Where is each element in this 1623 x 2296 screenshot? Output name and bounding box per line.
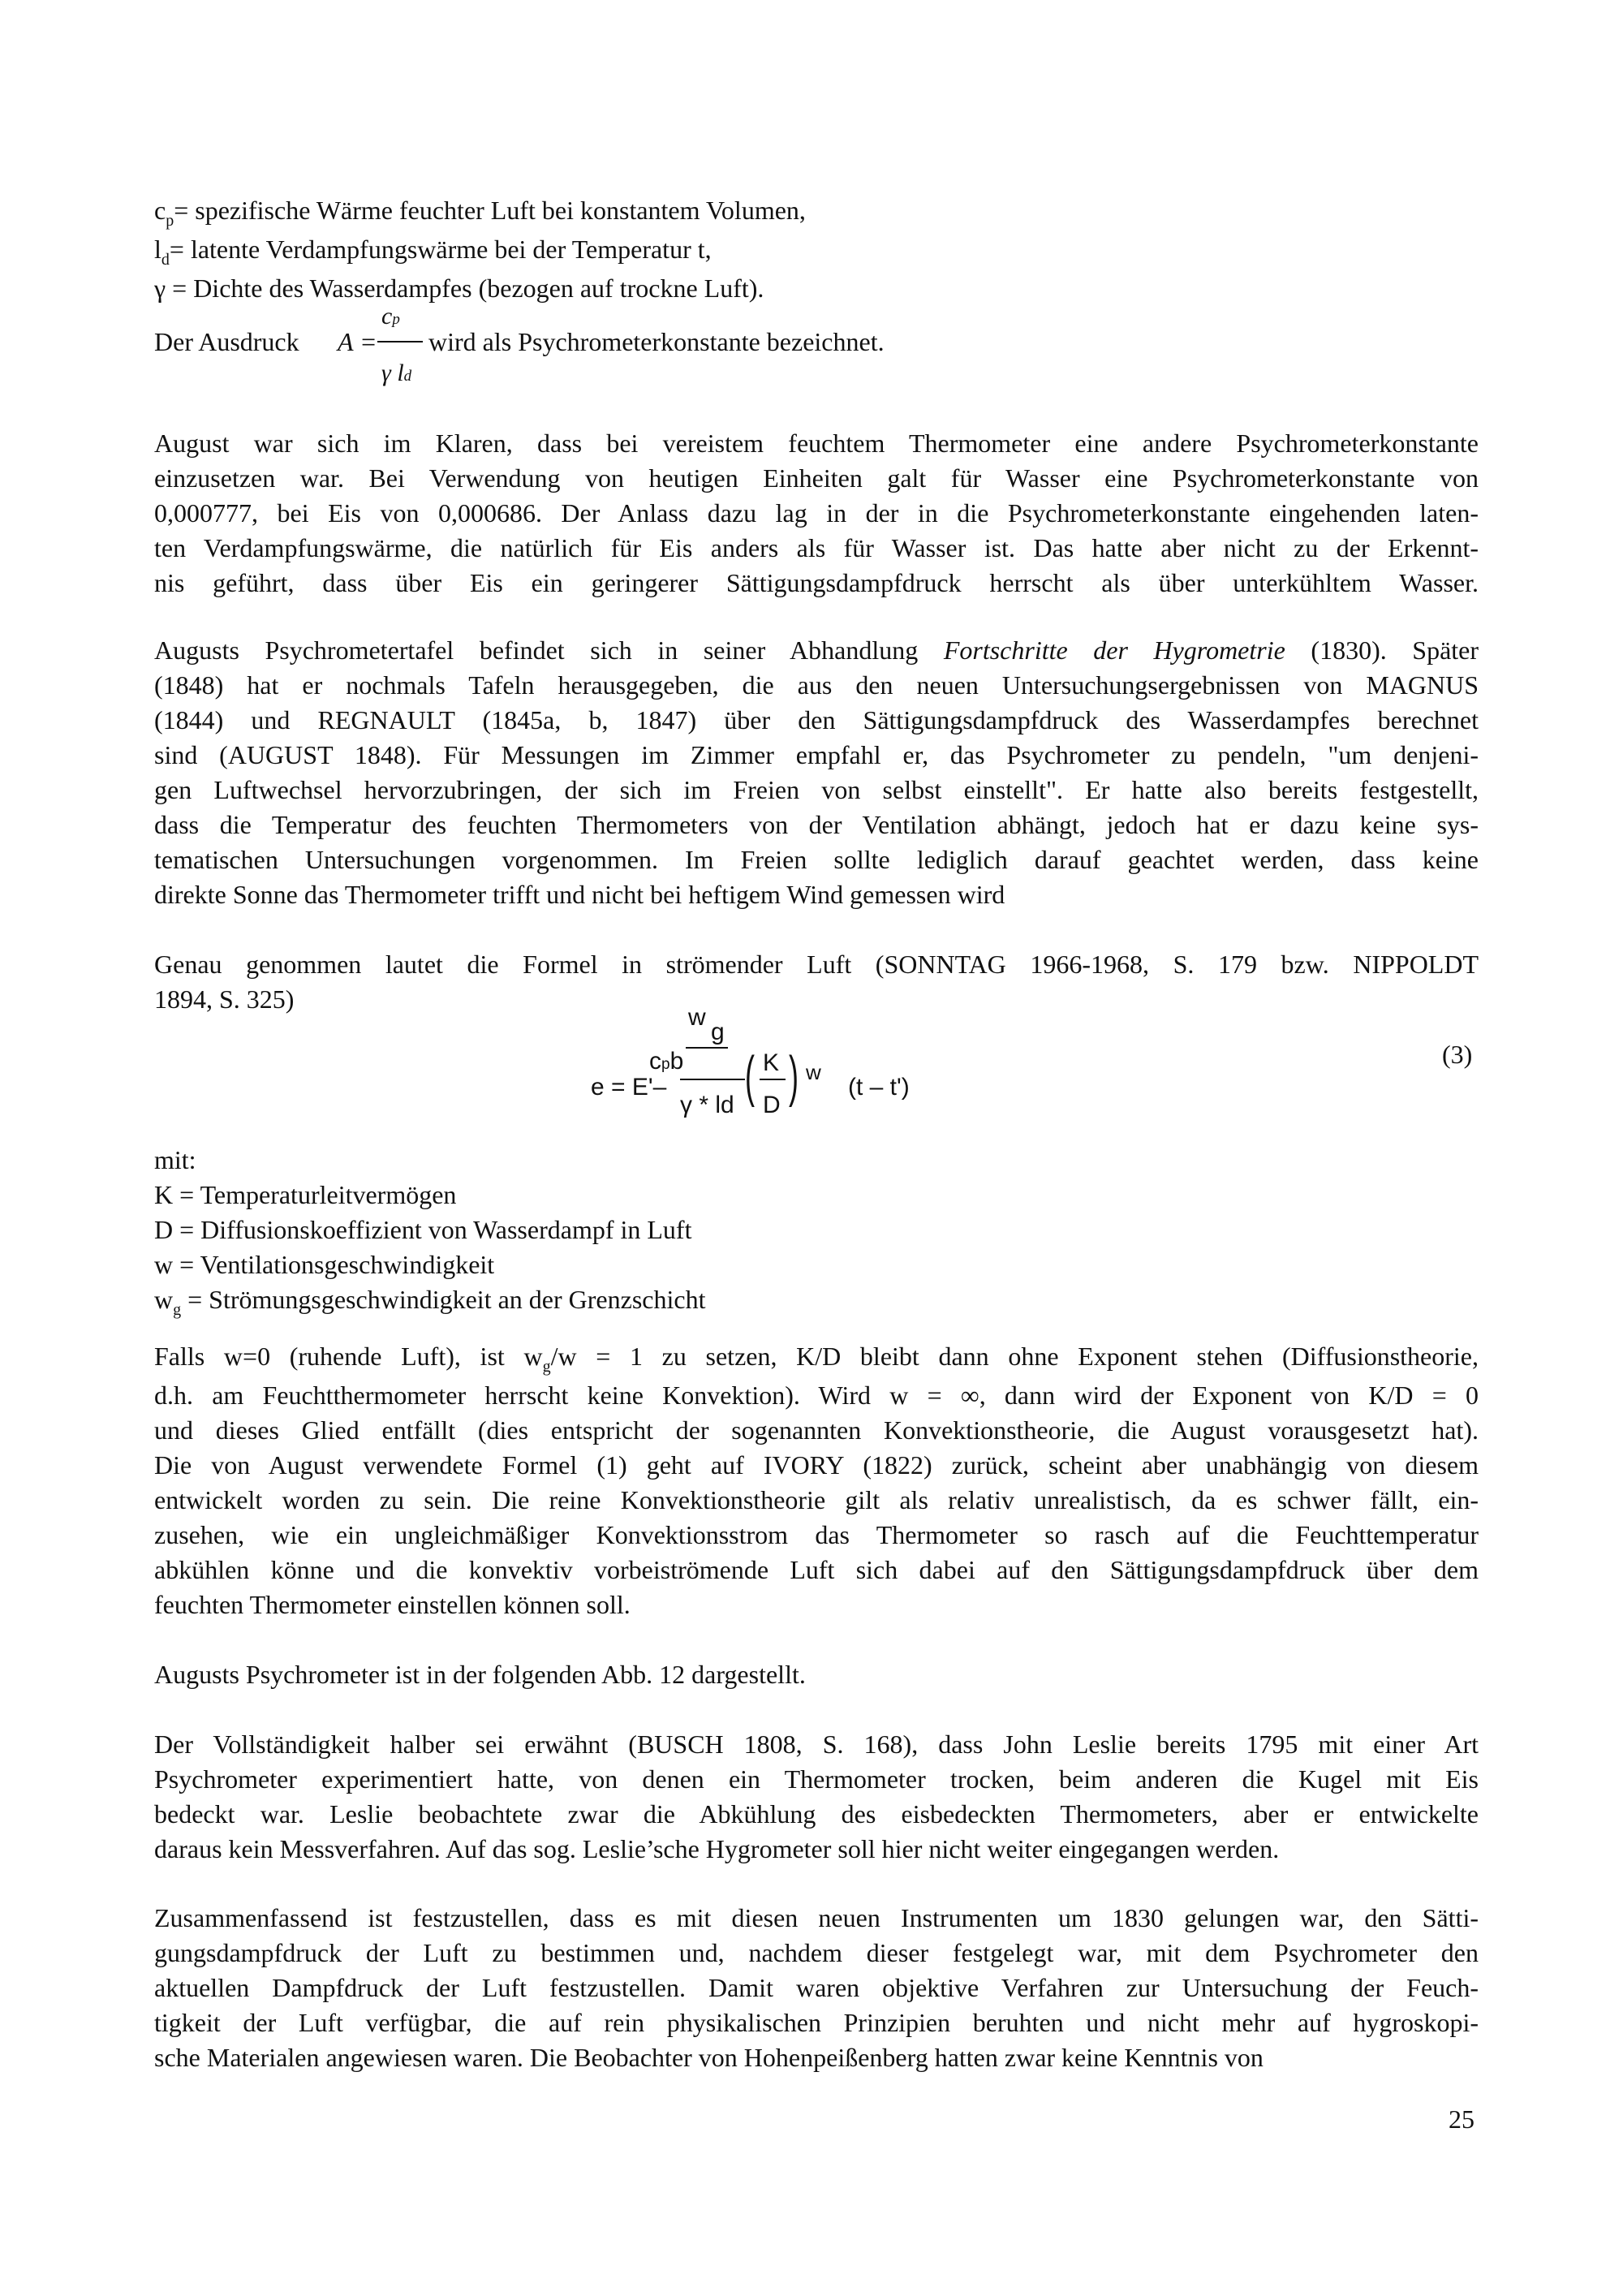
constant-lhs: A = (338, 327, 377, 356)
exponent-numerator: w (688, 1004, 706, 1031)
paragraph-2: Augusts Psychrometertafel befindet sich in seiner Abhandlung Fortschritte der Hygrometrie (1830). Später (1848) hat er nochmals Tafeln herausgegeben, die aus den neuen Untersuchungsergebnissen von MAGNUS (1844) und REGNAULT (1845a, b, 1847) über den Sättigungsdampfdruck des Wasserdampfes berechnet sind (AUGUST 1848). Für Messungen im Zimmer empfahl er, das Psychrometer zu pendeln, "um denjeni- gen Luftwechsel hervorzubringen, der sich im Freien von selbst einstellt". Er hatte also bereits festgestellt, dass die Temperatur des feuchten Thermometers von der Ventilation abhängt, jedoch hat er dazu keine sys- tematischen Untersuchungen vorgenommen. Im Freien sollte lediglich darauf geachtet werden, dass keine direkte Sonne das Thermometer trifft und nicht bei heftigem Wind gemessen wird (154, 633, 1479, 912)
definitions-list (154, 193, 1479, 306)
equation-number: (3) (1442, 1040, 1473, 1069)
equation-D: D (763, 1092, 781, 1118)
symbols-list: mit: K = Temperaturleitvermögen D = Diffusionskoeffizient von Wasserdampf in Luft w = Ventilationsgeschwindigkeit $w_g$ = Strömungsgeschwindigkeit an der Grenzschicht (154, 1143, 1479, 1321)
equation-fraction-bar (680, 1079, 745, 1080)
equation-lhs: e = E'– (591, 1074, 667, 1101)
paragraph-7: Zusammenfassend ist festzustellen, dass es mit diesen neuen Instrumenten um 1830 gelungen war, den Sätti- gungsdampfdruck der Luft zu bestimmen und, nachdem dieser festgelegt war, mit dem Psychrometer den aktuellen Dampfdruck der Luft festzustellen. Damit waren objektive Verfahren zur Untersuchung der Feuch- tigkeit der Luft verfügbar, die auf rein physikalischen Prinzipien beruhten und nicht mehr auf hygroskopi- sche Materialen angewiesen waren. Die Beobachter von Hohenpeißenberg hatten zwar keine Kenntnis von (154, 1903, 1479, 2072)
paragraph-5: Augusts Psychrometer ist in der folgenden Abb. 12 dargestellt. (154, 1660, 806, 1689)
constant-tail: wird als Psychrometerkonstante bezeichnet. (428, 327, 885, 356)
paragraph-1: August war sich im Klaren, dass bei vereistem feuchtem Thermometer eine andere Psychrometerkonstante einzusetzen war. Bei Verwendung von heutigen Einheiten galt für Wasser eine Psychrometerkonstante von 0,000777, bei Eis von 0,000686. Der Anlass dazu lag in der in die Psychrometerkonstante eingehenden laten- ten Verdampfungswärme, die natürlich für Eis anders als für Wasser ist. Das hatte aber nicht zu der Erkennt- nis geführt, dass über Eis ein geringerer Sättigungsdampfdruck herrscht als über unterkühltem Wasser. (154, 429, 1479, 597)
equation-K: K (763, 1049, 780, 1076)
definition-gamma: γ = Dichte des Wasserdampfes (bezogen auf trockne Luft). (154, 274, 764, 303)
equation-denominator: γ * ld (680, 1092, 734, 1118)
equation-numerator: cpb (649, 1048, 684, 1075)
definition-ld: $l_d=$ latente Verdampfungswärme bei der Temperatur t, (154, 235, 712, 269)
equation-tail: (t – t') (848, 1074, 910, 1101)
KD-fraction-bar (760, 1079, 786, 1080)
paragraph-2-first-line: Augusts Psychrometertafel befindet sich in seiner Abhandlung Fortschritte der Hygrometrie (1830). Später (154, 635, 1479, 665)
left-paren: ( (745, 1044, 755, 1108)
paragraph-4: Falls w=0 (ruhende Luft), ist $w_g/w = 1$ zu setzen, K/D bleibt dann ohne Exponent stehen (Diffusionstheorie, d.h. am Feuchtthermometer herrscht keine Konvektion). Wird w = ∞, dann wird der Exponent von K/D = 0 und dieses Glied entfällt (dies entspricht der sogenannten Konvektionstheorie, die August vorausgesetzt hat). Die von August verwendete Formel (1) geht auf IVORY (1822) zurück, scheint aber unabhängig von diesem entwickelt worden zu sein. Die reine Konvektionstheorie gilt als relativ unrealistisch, da es schwer fällt, ein- zusehen, wie ein ungleichmäßiger Konvektionsstrom das Thermometer so rasch auf die Feuchttemperatur abkühlen könne und die konvektiv vorbeiströmende Luft sich dabei auf den Sättigungsdampfdruck über dem feuchten Thermometer einstellen können soll. (154, 1342, 1479, 1619)
right-paren: ) (789, 1044, 799, 1108)
page-number: 25 (1449, 2104, 1474, 2134)
paragraph-6: Der Vollständigkeit halber sei erwähnt (BUSCH 1808, S. 168), dass John Leslie bereits 1795 mit einer Art Psychrometer experimentiert hatte, von denen ein Thermometer trocken, beim anderen die Kugel mit Eis bedeckt war. Leslie beobachtete zwar die Abkühlung des eisbedeckten Thermometers, aber er entwickelte daraus kein Messverfahren. Auf das sog. Leslie’sche Hygrometer soll hier nicht weiter eingegangen werden. (154, 1730, 1479, 1863)
exponent-denominator: w (806, 1060, 821, 1084)
symbol-wg: $w_g$ = Strömungsgeschwindigkeit an der Grenzschicht (154, 1285, 706, 1319)
definition-cp: $c_p=$ spezifische Wärme feuchter Luft bei konstantem Volumen, (154, 196, 806, 230)
constant-numerator: cp (381, 303, 400, 330)
exponent-fraction-bar (686, 1047, 728, 1049)
constant-denominator: γ ld (381, 360, 412, 386)
paragraph-3: Genau genommen lautet die Formel in strömender Luft (SONNTAG 1966-1968, S. 179 bzw. NIPPOLDT 1894, S. 325) (154, 950, 1479, 1014)
constant-fraction-bar (377, 341, 423, 342)
exponent-numerator-sub: g (711, 1019, 725, 1045)
constant-lead: Der Ausdruck (154, 327, 299, 356)
